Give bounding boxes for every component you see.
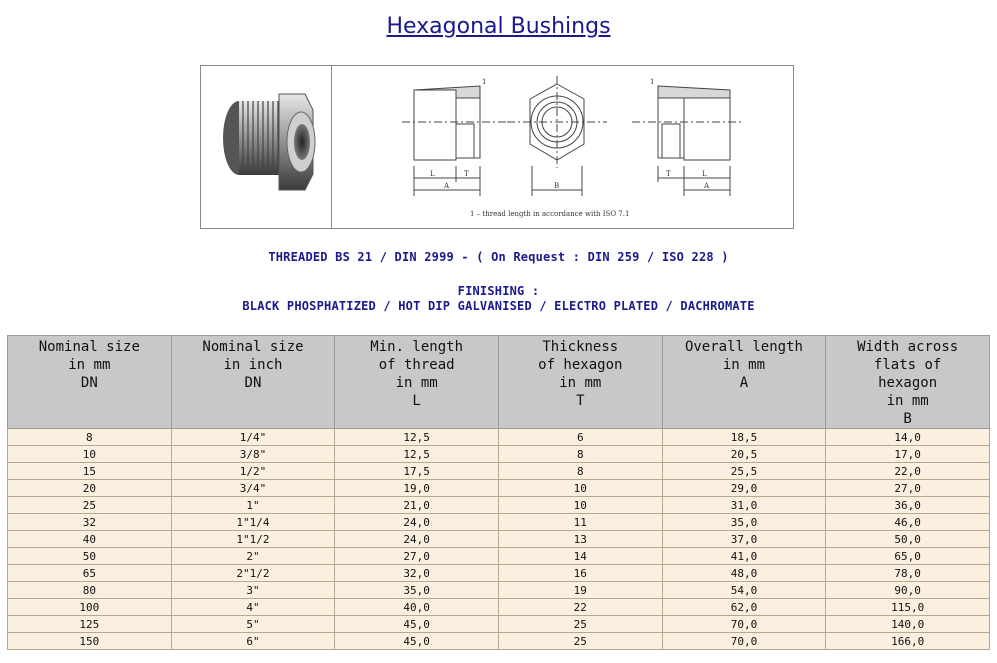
cell-dn-inch: 1/4" [171,429,335,446]
table-row [8,463,990,480]
cell-hex-t: 25 [498,616,662,633]
cell-overall-a: 54,0 [662,582,826,599]
cell-thread-l: 19,0 [335,480,499,497]
cell-dn-inch: 3/8" [171,446,335,463]
dim-label-a-left: A [444,182,450,190]
cell-overall-a: 20,5 [662,446,826,463]
table-row [8,446,990,463]
cell-flats-b: 140,0 [826,616,990,633]
cell-thread-l: 45,0 [335,616,499,633]
header-overall-length: Overall length in mm A [662,336,826,429]
dim-label-t-left: T [464,170,469,178]
drawing-caption: 1 – thread length in accordance with ISO 7.1 [470,210,630,218]
table-row [8,599,990,616]
cell-hex-t: 10 [498,497,662,514]
cell-hex-t: 22 [498,599,662,616]
header-hex-thickness: Thickness of hexagon in mm T [498,336,662,429]
cell-dn-mm: 150 [8,633,172,650]
cell-flats-b: 115,0 [826,599,990,616]
dim-label-t-right: T [666,170,671,178]
cell-dn-inch: 6" [171,633,335,650]
cell-dn-mm: 50 [8,548,172,565]
cell-hex-t: 10 [498,480,662,497]
cell-overall-a: 70,0 [662,616,826,633]
bushing-photo [201,66,332,228]
cell-dn-mm: 65 [8,565,172,582]
dim-label-b: B [554,182,560,190]
cell-dn-mm: 25 [8,497,172,514]
table-row [8,514,990,531]
technical-drawing [332,66,793,228]
cell-dn-mm: 32 [8,514,172,531]
table-row [8,616,990,633]
cell-dn-inch: 5" [171,616,335,633]
cell-dn-inch: 3" [171,582,335,599]
threaded-note: THREADED BS 21 / DIN 2999 - ( On Request : DIN 259 / ISO 228 ) [268,250,729,264]
cell-overall-a: 48,0 [662,565,826,582]
cell-overall-a: 18,5 [662,429,826,446]
cell-flats-b: 166,0 [826,633,990,650]
cell-thread-l: 17,5 [335,463,499,480]
table-row [8,565,990,582]
cell-dn-inch: 1"1/4 [171,514,335,531]
cell-hex-t: 8 [498,446,662,463]
callout-1-left: 1 [482,78,487,86]
header-nominal-inch: Nominal size in inch DN [171,336,335,429]
cell-thread-l: 24,0 [335,531,499,548]
header-width-flats: Width across flats of hexagon in mm B [826,336,990,429]
cell-flats-b: 27,0 [826,480,990,497]
cell-hex-t: 8 [498,463,662,480]
cell-thread-l: 32,0 [335,565,499,582]
table-row [8,548,990,565]
dim-label-a-right: A [704,182,710,190]
cell-flats-b: 78,0 [826,565,990,582]
cell-dn-mm: 15 [8,463,172,480]
cell-hex-t: 25 [498,633,662,650]
page-title: Hexagonal Bushings [386,14,611,39]
cell-thread-l: 21,0 [335,497,499,514]
cell-dn-mm: 10 [8,446,172,463]
cell-dn-mm: 8 [8,429,172,446]
cell-overall-a: 62,0 [662,599,826,616]
cell-dn-mm: 125 [8,616,172,633]
cell-thread-l: 12,5 [335,429,499,446]
cell-thread-l: 27,0 [335,548,499,565]
cell-thread-l: 12,5 [335,446,499,463]
cell-dn-mm: 40 [8,531,172,548]
cell-thread-l: 40,0 [335,599,499,616]
cell-hex-t: 11 [498,514,662,531]
cell-flats-b: 14,0 [826,429,990,446]
dim-label-l-left: L [430,170,435,178]
cell-flats-b: 65,0 [826,548,990,565]
cell-overall-a: 29,0 [662,480,826,497]
table-row [8,531,990,548]
cell-flats-b: 50,0 [826,531,990,548]
header-thread-length: Min. length of thread in mm L [335,336,499,429]
cell-hex-t: 13 [498,531,662,548]
cell-overall-a: 41,0 [662,548,826,565]
header-nominal-mm: Nominal size in mm DN [8,336,172,429]
cell-dn-inch: 4" [171,599,335,616]
cell-dn-mm: 100 [8,599,172,616]
dim-label-l-right: L [702,170,707,178]
cell-flats-b: 22,0 [826,463,990,480]
cell-dn-mm: 80 [8,582,172,599]
specs-table [7,335,990,650]
cell-thread-l: 35,0 [335,582,499,599]
cell-thread-l: 45,0 [335,633,499,650]
finishing-heading: FINISHING : [457,284,540,298]
finishing-list: BLACK PHOSPHATIZED / HOT DIP GALVANISED / ELECTRO PLATED / DACHROMATE [242,299,755,313]
cell-dn-inch: 1" [171,497,335,514]
cell-overall-a: 35,0 [662,514,826,531]
cell-dn-inch: 1/2" [171,463,335,480]
product-figure [200,65,794,229]
cell-hex-t: 6 [498,429,662,446]
cell-dn-inch: 2" [171,548,335,565]
cell-hex-t: 14 [498,548,662,565]
callout-1-right: 1 [650,78,655,86]
table-header-row [8,336,990,429]
cell-overall-a: 70,0 [662,633,826,650]
cell-dn-mm: 20 [8,480,172,497]
cell-thread-l: 24,0 [335,514,499,531]
cell-overall-a: 31,0 [662,497,826,514]
cell-overall-a: 25,5 [662,463,826,480]
cell-hex-t: 19 [498,582,662,599]
cell-flats-b: 46,0 [826,514,990,531]
cell-flats-b: 17,0 [826,446,990,463]
table-body [8,429,990,650]
table-row [8,429,990,446]
table-row [8,480,990,497]
cell-dn-inch: 3/4" [171,480,335,497]
cell-flats-b: 36,0 [826,497,990,514]
table-row [8,497,990,514]
cell-overall-a: 37,0 [662,531,826,548]
table-row [8,582,990,599]
table-row [8,633,990,650]
cell-dn-inch: 2"1/2 [171,565,335,582]
cell-flats-b: 90,0 [826,582,990,599]
cell-hex-t: 16 [498,565,662,582]
cell-dn-inch: 1"1/2 [171,531,335,548]
